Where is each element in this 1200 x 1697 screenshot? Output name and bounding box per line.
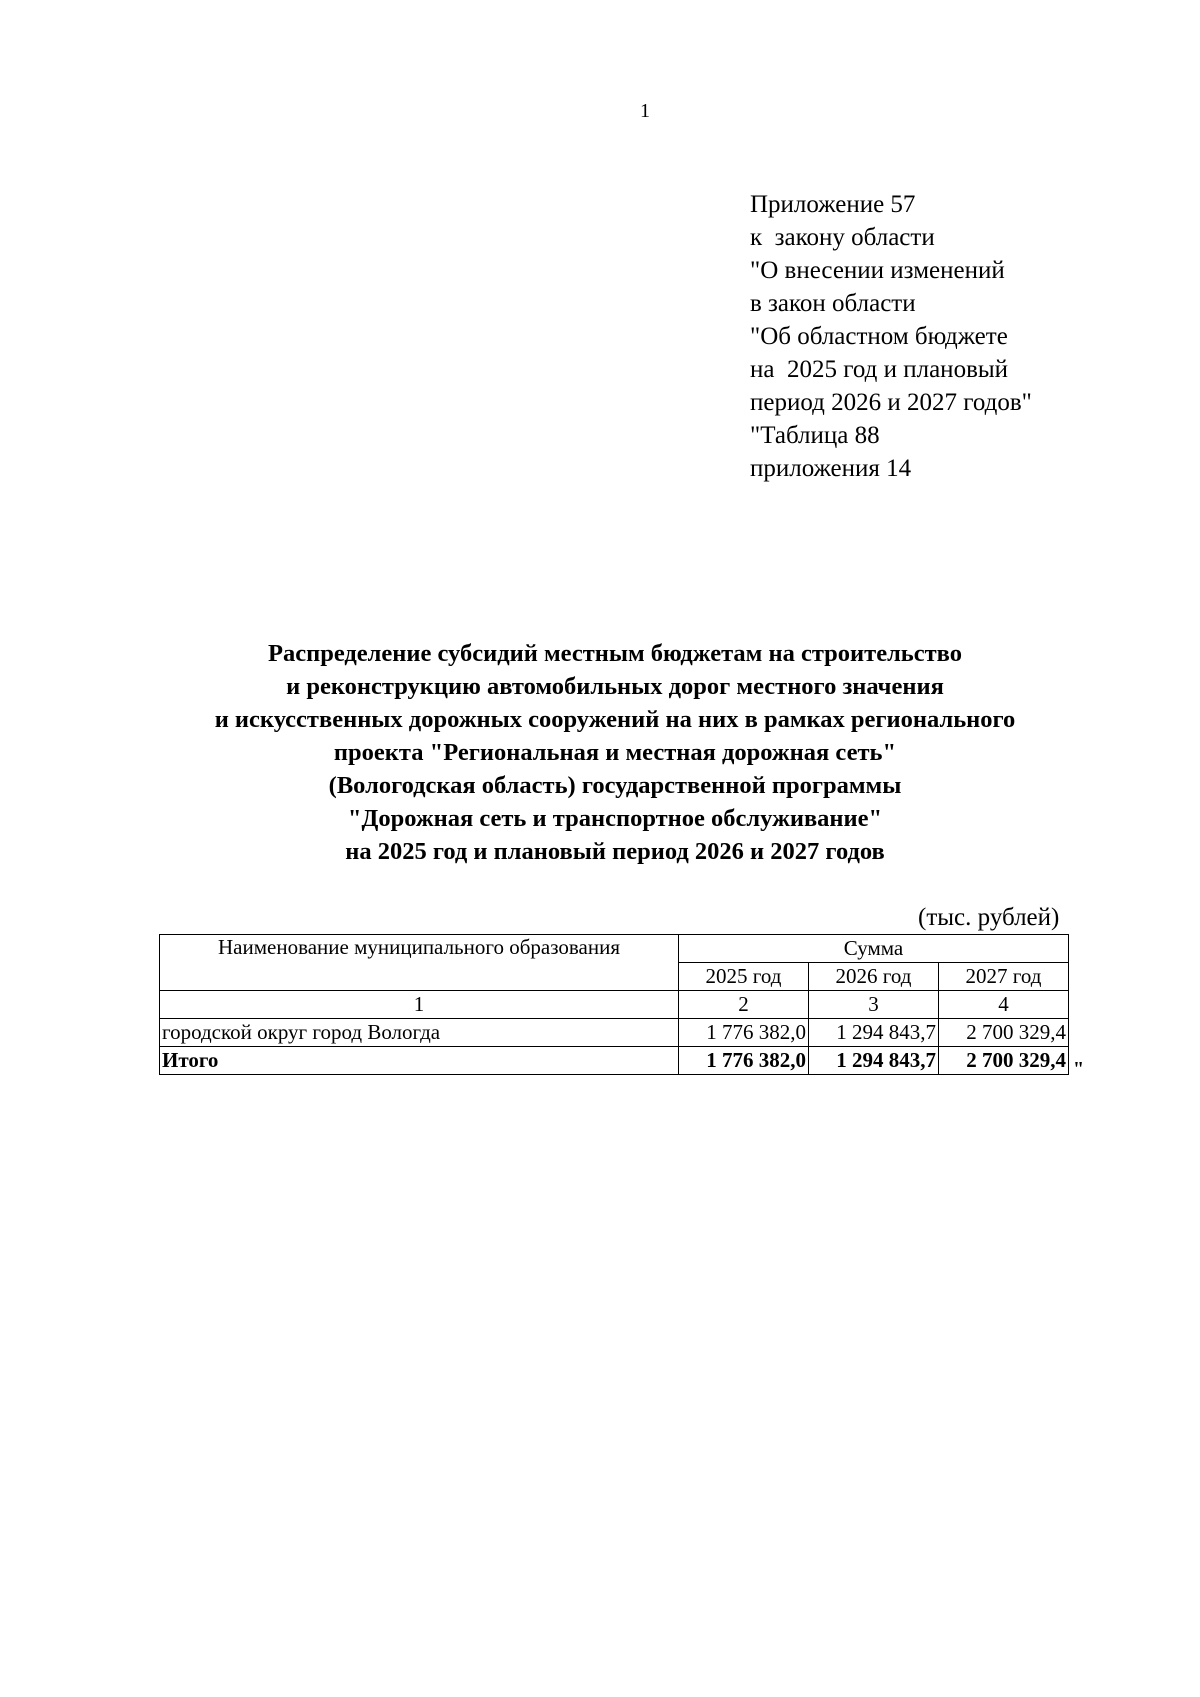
header-year-2027: 2027 год xyxy=(939,963,1069,991)
document-title xyxy=(150,637,1080,868)
title-line: "Дорожная сеть и транспортное обслуживание" xyxy=(347,805,883,832)
appendix-line: приложения 14 xyxy=(750,455,912,482)
title-line: Распределение субсидий местным бюджетам на строительство xyxy=(267,640,962,667)
total-row xyxy=(160,1047,1069,1075)
header-municipality-spacer xyxy=(160,963,679,991)
header-sum: Сумма xyxy=(679,935,1069,963)
header-year-2026: 2026 год xyxy=(809,963,939,991)
column-number-row xyxy=(160,991,1069,1019)
appendix-reference xyxy=(750,188,1032,485)
table-header-row xyxy=(160,935,1069,963)
title-line: и искусственных дорожных сооружений на них в рамках регионального xyxy=(214,706,1016,733)
total-2027: 2 700 329,4 xyxy=(939,1047,1069,1075)
amount-2027: 2 700 329,4 xyxy=(939,1019,1069,1047)
subsidy-table xyxy=(159,934,1069,1075)
column-number: 1 xyxy=(160,991,679,1019)
total-label: Итого xyxy=(160,1047,679,1075)
appendix-line: "О внесении изменений xyxy=(750,257,1005,284)
municipality-name: городской округ город Вологда xyxy=(160,1019,679,1047)
total-2025: 1 776 382,0 xyxy=(679,1047,809,1075)
units-label: (тыс. рублей) xyxy=(918,904,1060,931)
column-number: 3 xyxy=(809,991,939,1019)
page-number: 1 xyxy=(640,100,650,122)
amount-2025: 1 776 382,0 xyxy=(679,1019,809,1047)
header-municipality: Наименование муниципального образования xyxy=(160,935,679,963)
amount-2026: 1 294 843,7 xyxy=(809,1019,939,1047)
appendix-line: "Об областном бюджете xyxy=(750,323,1008,350)
title-line: на 2025 год и плановый период 2026 и 2027 годов xyxy=(345,838,885,865)
title-line: (Вологодская область) государственной программы xyxy=(328,772,902,799)
closing-quote: " xyxy=(1073,1058,1085,1080)
table-row xyxy=(160,1019,1069,1047)
appendix-line: на 2025 год и плановый xyxy=(750,356,1009,383)
appendix-line: Приложение 57 xyxy=(750,191,916,218)
appendix-line: в закон области xyxy=(750,290,916,317)
table-header-years-row xyxy=(160,963,1069,991)
header-year-2025: 2025 год xyxy=(679,963,809,991)
appendix-line: период 2026 и 2027 годов" xyxy=(750,389,1032,416)
column-number: 2 xyxy=(679,991,809,1019)
appendix-line: "Таблица 88 xyxy=(750,422,880,449)
column-number: 4 xyxy=(939,991,1069,1019)
title-line: и реконструкцию автомобильных дорог местного значения xyxy=(286,673,944,700)
total-2026: 1 294 843,7 xyxy=(809,1047,939,1075)
appendix-line: к закону области xyxy=(750,224,935,251)
title-line: проекта "Региональная и местная дорожная сеть" xyxy=(333,739,897,766)
